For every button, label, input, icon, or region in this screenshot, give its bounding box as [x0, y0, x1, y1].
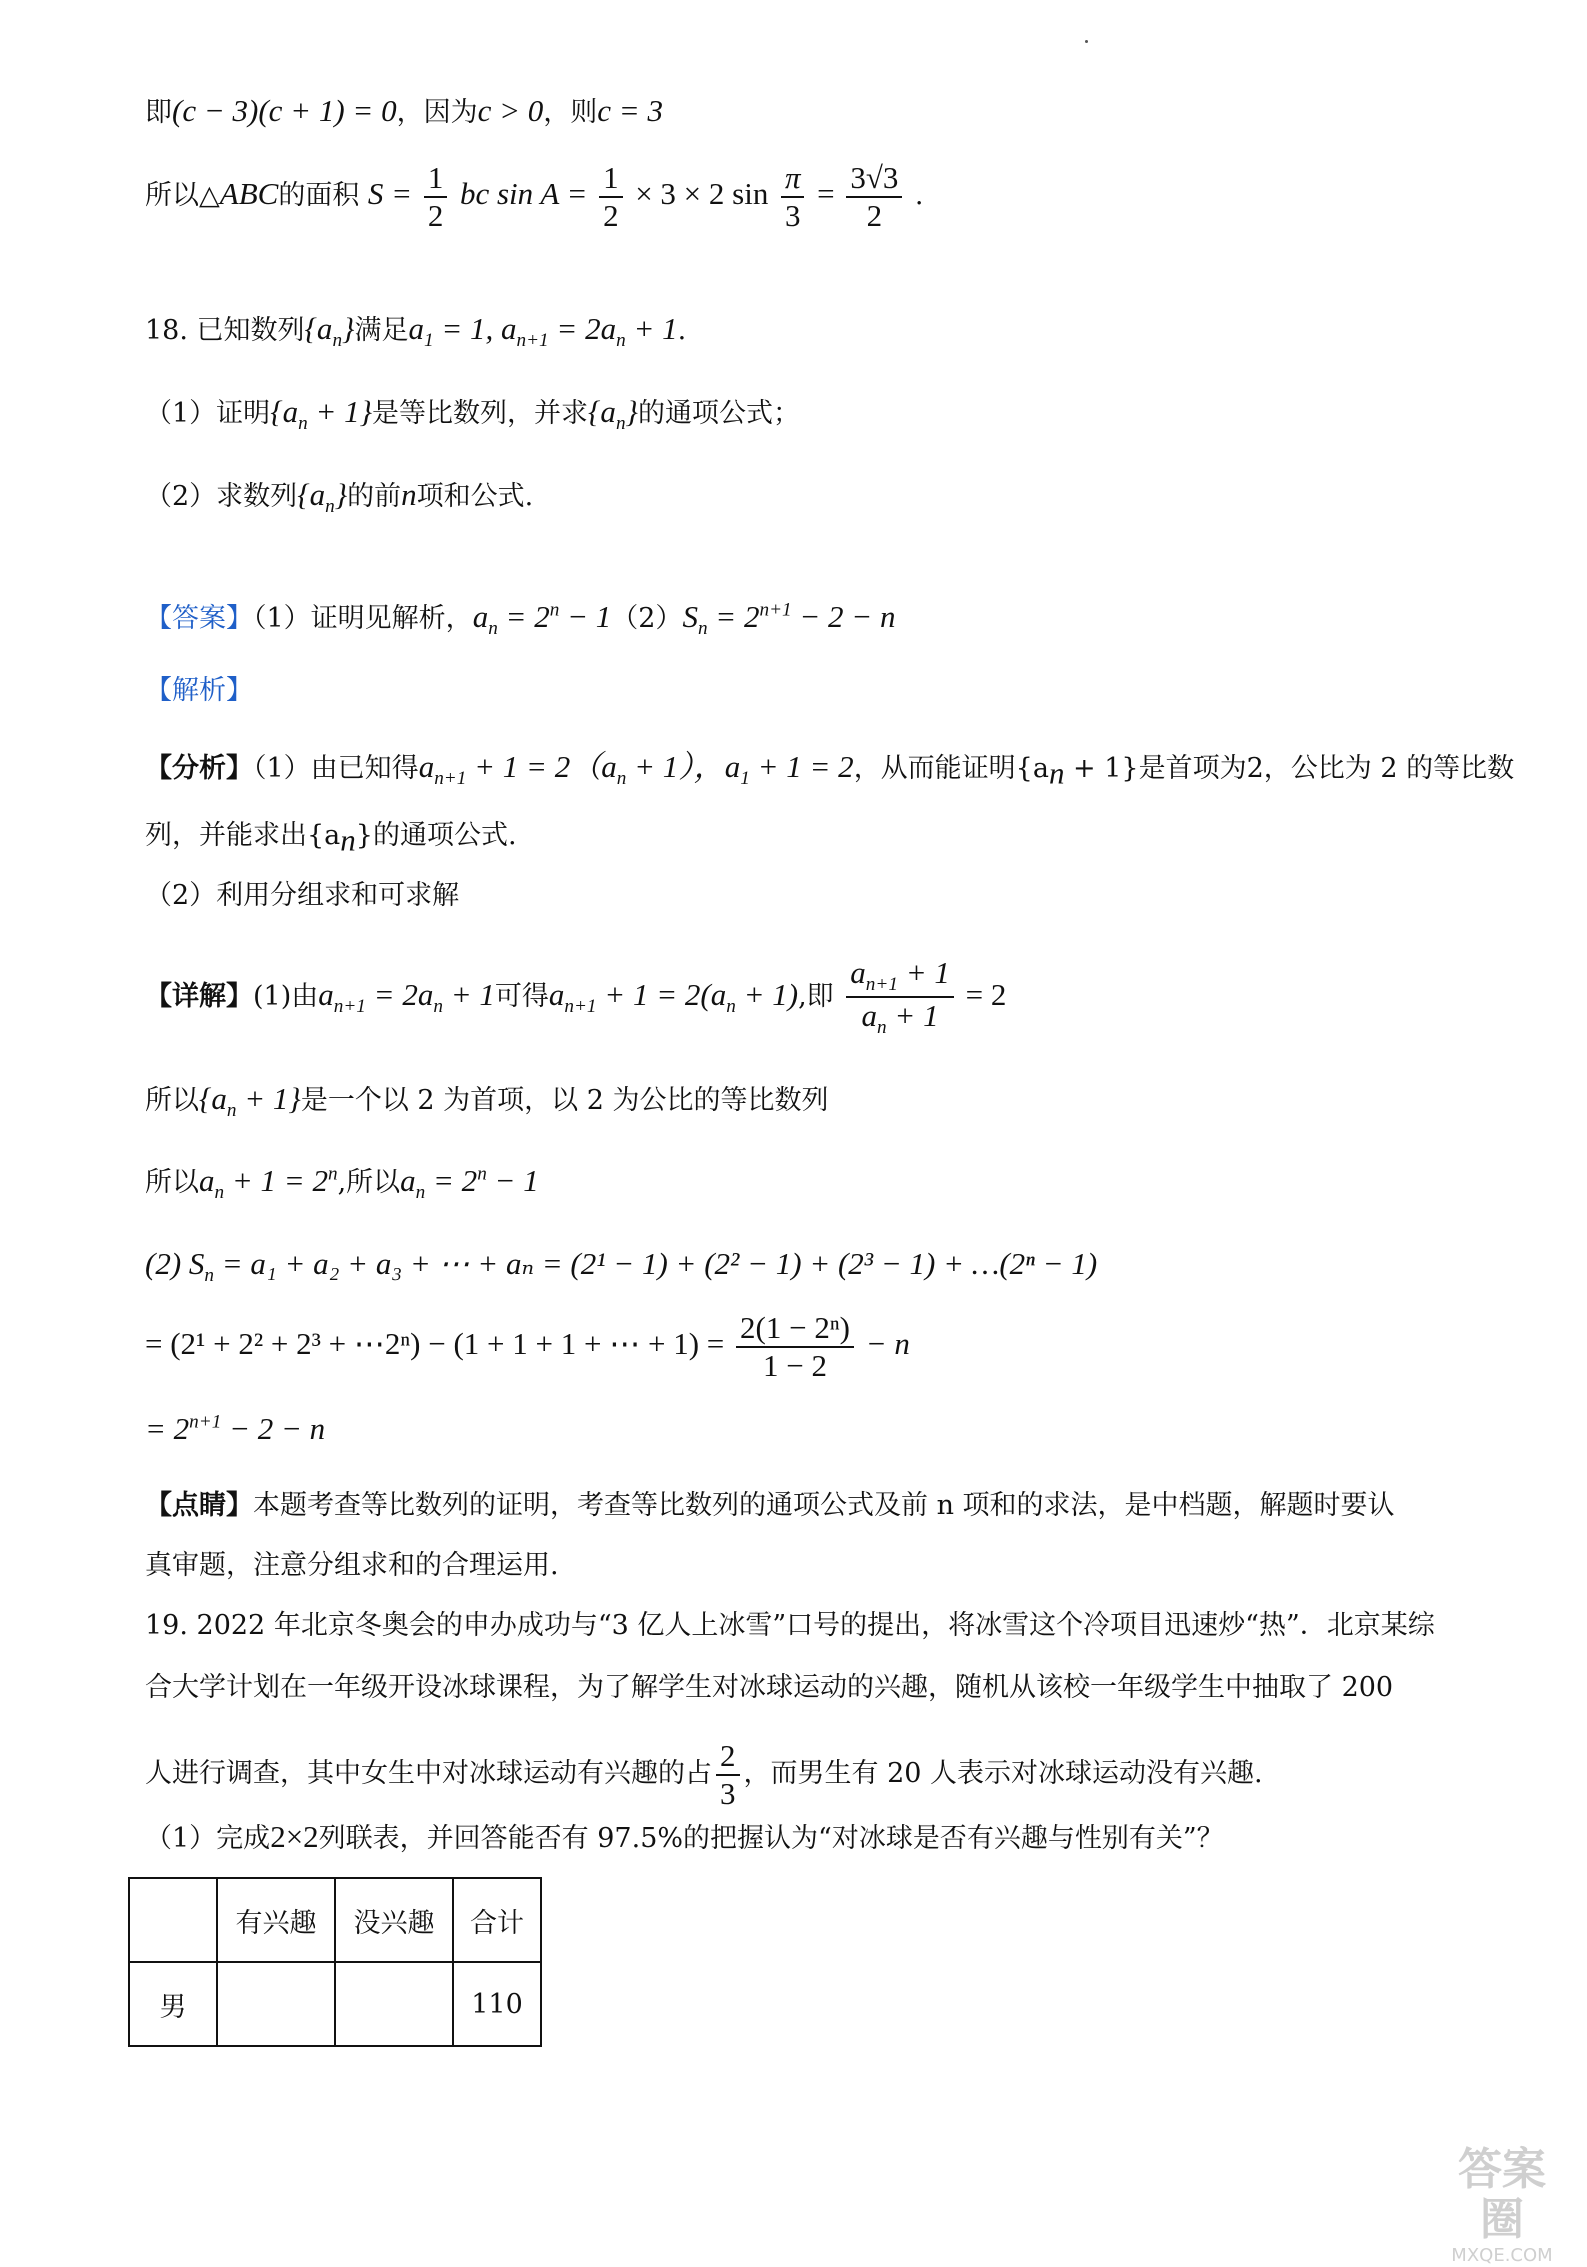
table-cell: 男 — [129, 1962, 217, 2046]
dianjing-line-2: 真审题，注意分组求和的合理运用. — [145, 1550, 559, 1581]
table-header-row — [129, 1878, 541, 1962]
question-19-line-1: 19. 2022 年北京冬奥会的申办成功与“3 亿人上冰雪”口号的提出，将冰雪这个冷项目迅速炒“热”．北京某综 — [145, 1610, 1435, 1641]
sum-line-2: = (2¹ + 2² + 2³ + ⋯2ⁿ) − (1 + 1 + 1 + ⋯ + 1) = $\frac{\text{2(1 − 2ⁿ)}}{1 - 2}$ − n — [145, 1310, 910, 1383]
sum-line-1: (2) $S_n = a_1 + a_2 + a_3$ + ⋯ + aₙ = (2¹ − 1) + (2² − 1) + (2³ − 1) + …(2ⁿ − 1) — [145, 1246, 1098, 1287]
table-header-cell — [129, 1878, 217, 1962]
area-formula-line: 所以△ABC的面积 S = $\frac{1}{2}$ bc sin A = $\frac{1}{2}$ × 3 × 2 sin $\frac{\pi}{3}$ = $\frac{3√3}{2}$ . — [145, 160, 924, 233]
fenxi-line-2: 列，并能求出$\{a_n\}$的通项公式. — [145, 820, 517, 858]
analysis-tag: 【解析】 — [145, 675, 253, 706]
fenxi-line-3: （2）利用分组求和可求解 — [145, 880, 460, 911]
question-18-part1: （1）证明$\{a_n + 1\}$是等比数列，并求$\{a_n\}$的通项公式； — [145, 394, 800, 435]
table-row — [129, 1962, 541, 2046]
watermark-logo: 答案圈 MXQE.COM — [1451, 2144, 1553, 2266]
table-header-cell: 合计 — [453, 1878, 541, 1962]
answer-line: 【答案】（1）证明见解析，$a_n = 2^n - 1(2)S_n = 2^{n+1} - 2 - n$ — [145, 599, 896, 640]
suoyi-line-1: 所以$\{a_n + 1\}$是一个以 2 为首项，以 2 为公比的等比数列 — [145, 1081, 829, 1122]
dianjing-line-1: 【点睛】本题考查等比数列的证明，考查等比数列的通项公式及前 n 项和的求法，是中档题，解题时要认 — [145, 1490, 1395, 1521]
question-18-part2: （2）求数列$\{a_n\}$的前n项和公式. — [145, 477, 534, 518]
table-header-cell: 有兴趣 — [217, 1878, 335, 1962]
xiangjie-line-1: 【详解】(1)由$a_{n+1} = 2a_n + 1$可得$a_{n+1} + 1 = 2(a_n + 1)$,即 $\frac{a_{n+1} + 1}{a_n + 1}$ = 2 — [145, 955, 1007, 1039]
fenxi-line-1: 【分析】（1）由已知得$a_{n+1} + 1 = 2(a_n + 1)$，$a_1 + 1 = 2$，从而能证明$\{a_n + 1\}$是首项为2，公比为 2 的等比数 — [145, 749, 1515, 791]
table-cell — [217, 1962, 335, 2046]
answer-tag: 【答案】 — [145, 603, 253, 634]
solution-line-c: 即(c − 3)(c + 1) = 0，因为c > 0，则c = 3 — [145, 93, 663, 128]
contingency-table — [128, 1877, 542, 2047]
question-19-line-3: 人进行调查，其中女生中对冰球运动有兴趣的占 $\frac{2}{3}$ ，而男生有 20 人表示对冰球运动没有兴趣. — [145, 1738, 1263, 1811]
question-18-stem: 18. 已知数列$\{a_n\}$满足$a_1 = 1$, $a_{n+1} = 2a_n + 1$. — [145, 311, 687, 352]
question-19-line-2: 合大学计划在一年级开设冰球课程，为了解学生对冰球运动的兴趣，随机从该校一年级学生中抽取了 200 — [145, 1672, 1394, 1703]
table-cell — [335, 1962, 453, 2046]
table-header-cell: 没兴趣 — [335, 1878, 453, 1962]
suoyi-line-2: 所以$a_n + 1 = 2^n$,所以$a_n = 2^n - 1$ — [145, 1163, 539, 1204]
scan-dot — [1085, 40, 1088, 43]
question-19-part1: （1）完成2×2列联表，并回答能否有 97.5%的把握认为“对冰球是否有兴趣与性别有关”？ — [145, 1819, 1224, 1854]
table-cell: 110 — [453, 1962, 541, 2046]
sum-line-3: = $2^{n+1} - 2 - n$ — [145, 1411, 326, 1446]
